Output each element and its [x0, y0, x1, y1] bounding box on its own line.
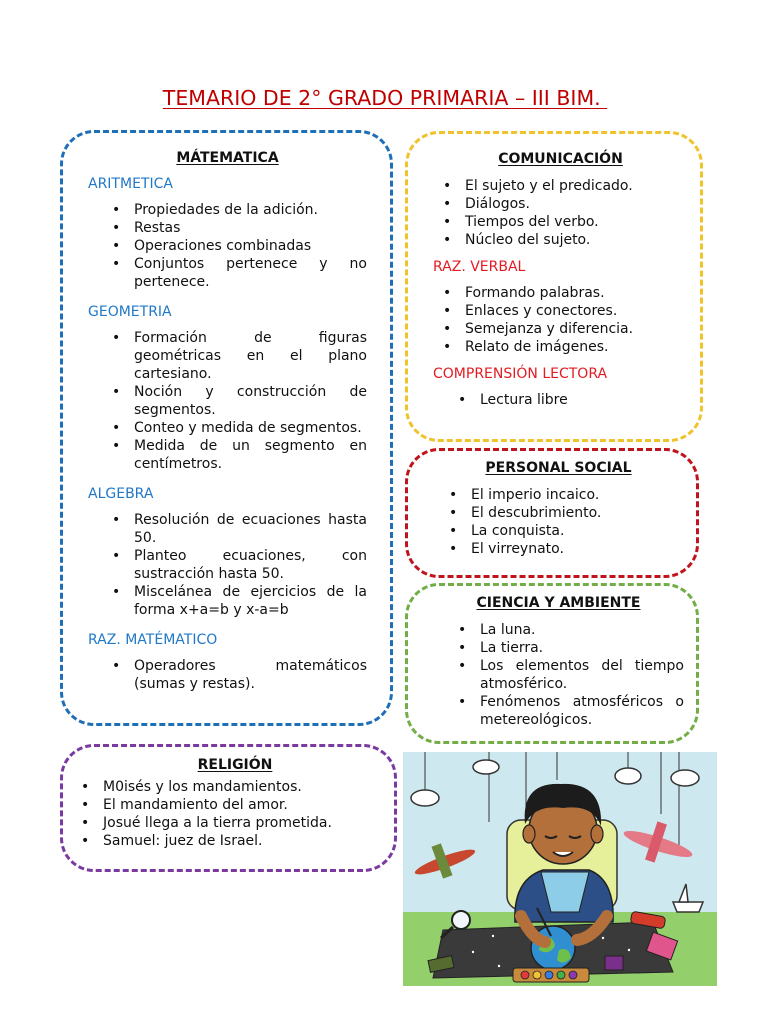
list-item: • Diálogos.: [465, 195, 688, 213]
section-raz-verbal: RAZ. VERBAL: [433, 259, 526, 275]
ciencia-card: [405, 583, 699, 744]
list-item: • Núcleo del sujeto.: [465, 231, 688, 249]
list-item: • Samuel: juez de Israel.: [103, 832, 382, 850]
religion-card: [60, 744, 397, 872]
list-item: • Josué llega a la tierra prometida.: [103, 814, 382, 832]
list-item: • El mandamiento del amor.: [103, 796, 382, 814]
religion-list: [103, 778, 382, 850]
airplane-icon: [413, 843, 477, 878]
list-item: • Conjuntos pertenece y no pertenece.: [134, 255, 367, 291]
matematica-heading: MÁTEMATICA: [176, 150, 279, 166]
list-item: • Formación de figuras geométricas en el plano cartesiano.: [134, 329, 367, 383]
section-comprension-lectora: COMPRENSIÓN LECTORA: [433, 366, 608, 382]
list-item: • Enlaces y conectores.: [465, 302, 688, 320]
list-item: • La tierra.: [480, 639, 684, 657]
religion-heading: RELIGIÓN: [197, 757, 273, 773]
list-item: • Formando palabras.: [465, 284, 688, 302]
list-item: • Miscelánea de ejercicios de la forma x+a=b y x-a=b: [134, 583, 367, 619]
list-item: • Semejanza y diferencia.: [465, 320, 688, 338]
list-item: • Operadores matemáticos (sumas y restas).: [134, 657, 367, 693]
list-item: • Planteo ecuaciones, con sustracción hasta 50.: [134, 547, 367, 583]
page-title: TEMARIO DE 2° GRADO PRIMARIA – III BIM.: [162, 86, 608, 110]
list-item: • El sujeto y el predicado.: [465, 177, 688, 195]
list-item: • El virreynato.: [471, 540, 684, 558]
personal-social-list: [471, 486, 684, 558]
list-item: • Propiedades de la adición.: [134, 201, 367, 219]
raz-matematico-list: [134, 657, 367, 693]
comunicacion-list: [465, 177, 688, 249]
raz-verbal-list: [465, 284, 688, 356]
list-item: • El descubrimiento.: [471, 504, 684, 522]
list-item: • Noción y construcción de segmentos.: [134, 383, 367, 419]
list-item: • Los elementos del tiempo atmosférico.: [480, 657, 684, 693]
magnifier-icon: [452, 911, 470, 929]
list-item: • Restas: [134, 219, 367, 237]
list-item: • La conquista.: [471, 522, 684, 540]
ciencia-heading: CIENCIA Y AMBIENTE: [476, 595, 641, 611]
section-algebra: ALGEBRA: [88, 486, 154, 502]
list-item: • Relato de imágenes.: [465, 338, 688, 356]
aritmetica-list: [134, 201, 367, 291]
section-raz-matematico: RAZ. MATÉMATICO: [88, 632, 218, 648]
list-item: • Medida de un segmento en centímetros.: [134, 437, 367, 473]
personal-social-heading: PERSONAL SOCIAL: [485, 460, 632, 476]
comunicacion-heading: COMUNICACIÓN: [498, 151, 623, 167]
list-item: • Tiempos del verbo.: [465, 213, 688, 231]
paper-boat-icon: [673, 902, 703, 912]
airplane-icon: [622, 821, 695, 862]
comunicacion-card: [405, 131, 703, 442]
list-item: • Lectura libre: [480, 391, 688, 409]
list-item: • El imperio incaico.: [471, 486, 684, 504]
list-item: • Fenómenos atmosféricos o metereológicos.: [480, 693, 684, 729]
list-item: • M0isés y los mandamientos.: [103, 778, 382, 796]
list-item: • Resolución de ecuaciones hasta 50.: [134, 511, 367, 547]
list-item: • La luna.: [480, 621, 684, 639]
section-aritmetica: ARITMETICA: [88, 176, 173, 192]
geometria-list: [134, 329, 367, 473]
list-item: • Operaciones combinadas: [134, 237, 367, 255]
ciencia-list: [480, 621, 684, 729]
comprension-list: [480, 391, 688, 409]
algebra-list: [134, 511, 367, 619]
section-geometria: GEOMETRIA: [88, 304, 172, 320]
boy-painting-illustration: [403, 752, 717, 986]
list-item: • Conteo y medida de segmentos.: [134, 419, 367, 437]
illustration-svg: [403, 752, 717, 986]
personal-social-card: [405, 448, 699, 578]
matematica-card: [60, 130, 393, 726]
